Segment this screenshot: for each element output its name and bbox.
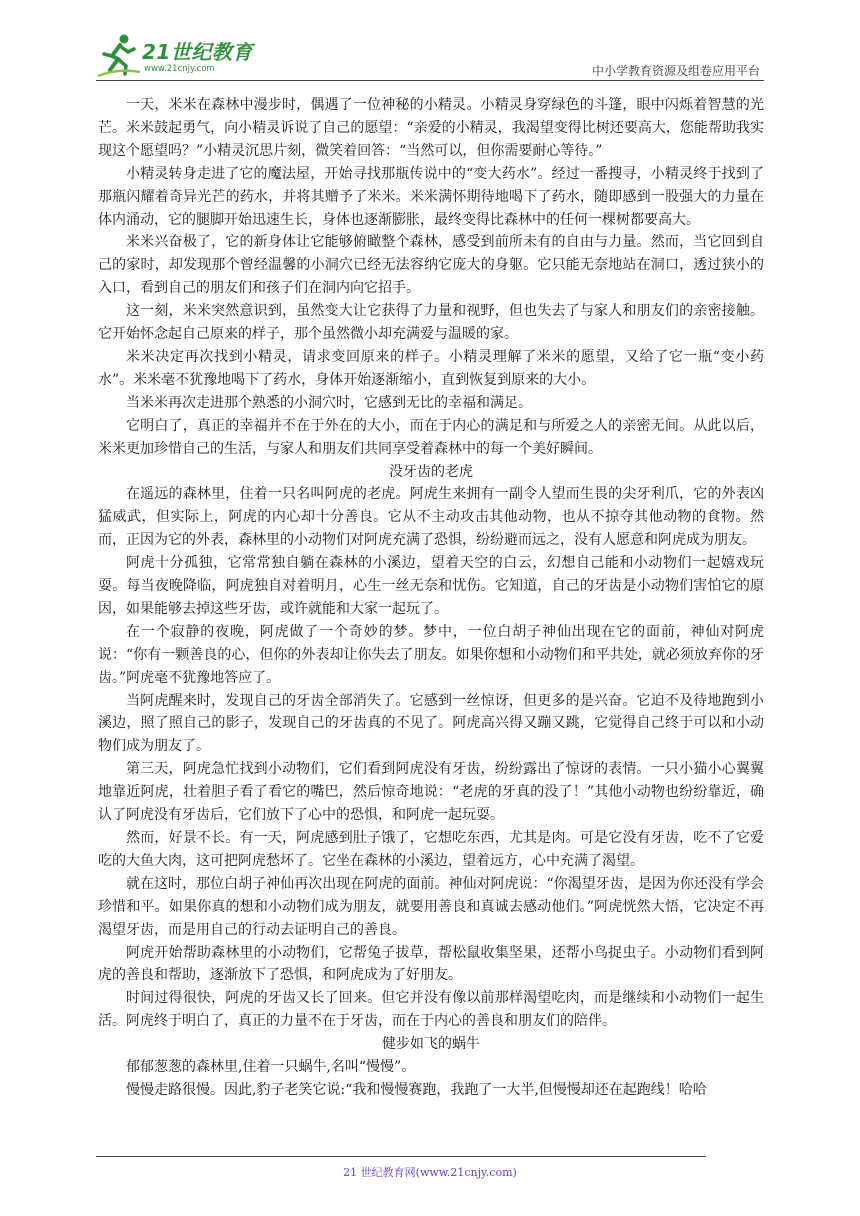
logo-title: 21世纪教育 [142, 40, 253, 64]
footer-link[interactable]: 21 世纪教育网(www.21cnjy.com) [343, 1166, 517, 1179]
body-paragraph: 然而，好景不长。有一天，阿虎感到肚子饿了，它想吃东西，尤其是肉。可是它没有牙齿，吃不了它爱吃的大鱼大肉，这可把阿虎愁坏了。它坐在森林的小溪边，望着远方，心中充满了渴望。 [98, 830, 764, 869]
page-header [96, 28, 764, 84]
body-paragraph: 在遥远的森林里，住着一只名叫阿虎的老虎。阿虎生来拥有一副令人望而生畏的尖牙利爪，它的外表凶猛威武，但实际上，阿虎的内心却十分善良。它从不主动攻击其他动物，也从不掠夺其他动物的食物。然而，正因为它的外表，森林里的小动物们对阿虎充满了恐惧，纷纷避而远之，没有人愿意和阿虎成为朋友。 [98, 486, 764, 549]
body-paragraph: 这一刻，米米突然意识到，虽然变大让它获得了力量和视野，但也失去了与家人和朋友们的亲密接触。它开始怀念起自己原来的样子，那个虽然微小却充满爱与温暖的家。 [98, 303, 764, 343]
body-paragraph: 米米决定再次找到小精灵，请求变回原来的样子。小精灵理解了米米的愿望，又给了它一瓶“变小药水”。米米毫不犹豫地喝下了药水，身体开始逐渐缩小，直到恢复到原来的大小。 [98, 348, 764, 388]
body-paragraph: 米米兴奋极了，它的新身体让它能够俯瞰整个森林，感受到前所未有的自由与力量。然而，当它回到自己的家时，却发现那个曾经温馨的小洞穴已经无法容纳它庞大的身躯。它只能无奈地站在洞口，透过狭小的入口，看到自己的朋友们和孩子们在洞内向它招手。 [98, 234, 764, 297]
platform-name: 中小学教育资源及组卷应用平台 [591, 64, 760, 78]
footer-divider [96, 1156, 706, 1157]
site-logo[interactable] [96, 32, 266, 82]
body-paragraph: 阿虎十分孤独，它常常独自躺在森林的小溪边，望着天空的白云，幻想自己能和小动物们一起嬉戏玩耍。每当夜晚降临，阿虎独自对着明月，心生一丝无奈和忧伤。它知道，自己的牙齿是小动物们害怕它的原因，如果能够去掉这些牙齿，或许就能和大家一起玩了。 [98, 555, 764, 617]
body-paragraph: 阿虎开始帮助森林里的小动物们，它帮兔子拔草，帮松鼠收集坚果，还帮小鸟捉虫子。小动物们看到阿虎的善良和帮助，逐渐放下了恐惧，和阿虎成为了好朋友。 [98, 944, 764, 984]
body-paragraph: 第三天，阿虎急忙找到小动物们，它们看到阿虎没有牙齿，纷纷露出了惊讶的表情。一只小猫小心翼翼地靠近阿虎，壮着胆子看了看它的嘴巴，然后惊奇地说：“老虎的牙真的没了！”其他小动物也纷纷靠近，确认了阿虎没有牙齿后，它们放下了心中的恐惧，和阿虎一起玩耍。 [98, 761, 764, 824]
header-divider [96, 80, 764, 81]
story-title: 健步如飞的蜗牛 [382, 1036, 480, 1053]
story-title: 没牙齿的老虎 [389, 463, 473, 480]
body-paragraph: 时间过得很快，阿虎的牙齿又长了回来。但它并没有像以前那样渴望吃肉，而是继续和小动物们一起生活。阿虎终于明白了，真正的力量不在于牙齿，而在于内心的善良和朋友们的陪伴。 [98, 990, 764, 1030]
body-paragraph: 小精灵转身走进了它的魔法屋，开始寻找那瓶传说中的“变大药水”。经过一番搜寻，小精灵终于找到了那瓶闪耀着奇异光芒的药水，并将其赠予了米米。米米满怀期待地喝下了药水，随即感到一股强大的力量在体内涌动，它的腿脚开始迅速生长，身体也逐渐膨胀，最终变得比森林中的任何一棵树都要高大。 [98, 165, 764, 228]
body-paragraph: 它明白了，真正的幸福并不在于外在的大小，而在于内心的满足和与所爱之人的亲密无间。从此以后，米米更加珍惜自己的生活，与家人和朋友们共同享受着森林中的每一个美好瞬间。 [98, 417, 764, 457]
body-paragraph: 慢慢走路很慢。因此,豹子老笑它说:“我和慢慢赛跑，我跑了一大半,但慢慢却还在起跑线！哈哈 [126, 1081, 707, 1098]
logo-url: www.21cnjy.com [144, 64, 215, 74]
document-body [98, 94, 764, 1102]
body-paragraph: 一天，米米在森林中漫步时，偶遇了一位神秘的小精灵。小精灵身穿绿色的斗篷，眼中闪烁着智慧的光芒。米米鼓起勇气，向小精灵诉说了自己的愿望：“亲爱的小精灵，我渴望变得比树还要高大，您能帮助我实现这个愿望吗？”小精灵沉思片刻，微笑着回答：“当然可以，但你需要耐心等待。” [98, 97, 764, 159]
body-paragraph: 郁郁葱葱的森林里,住着一只蜗牛,名叫“慢慢”。 [126, 1059, 416, 1076]
runner-logo-icon [96, 32, 142, 78]
body-paragraph: 当米米再次走进那个熟悉的小洞穴时，它感到无比的幸福和满足。 [126, 394, 532, 411]
body-paragraph: 在一个寂静的夜晚，阿虎做了一个奇妙的梦。梦中，一位白胡子神仙出现在它的面前，神仙对阿虎说：“你有一颗善良的心，但你的外表却让你失去了朋友。如果你想和小动物们和平共处，就必须放弃你的牙齿。”阿虎毫不犹豫地答应了。 [98, 623, 764, 686]
body-paragraph: 当阿虎醒来时，发现自己的牙齿全部消失了。它感到一丝惊讶，但更多的是兴奋。它迫不及待地跑到小溪边，照了照自己的影子，发现自己的牙齿真的不见了。阿虎高兴得又蹦又跳，它觉得自己终于可以和小动物们成为朋友了。 [98, 692, 764, 755]
body-paragraph: 就在这时，那位白胡子神仙再次出现在阿虎的面前。神仙对阿虎说：“你渴望牙齿，是因为你还没有学会珍惜和平。如果你真的想和小动物们成为朋友，就要用善良和真诚去感动他们。”阿虎恍然大悟，它决定不再渴望牙齿，而是用自己的行动去证明自己的善良。 [98, 875, 764, 938]
